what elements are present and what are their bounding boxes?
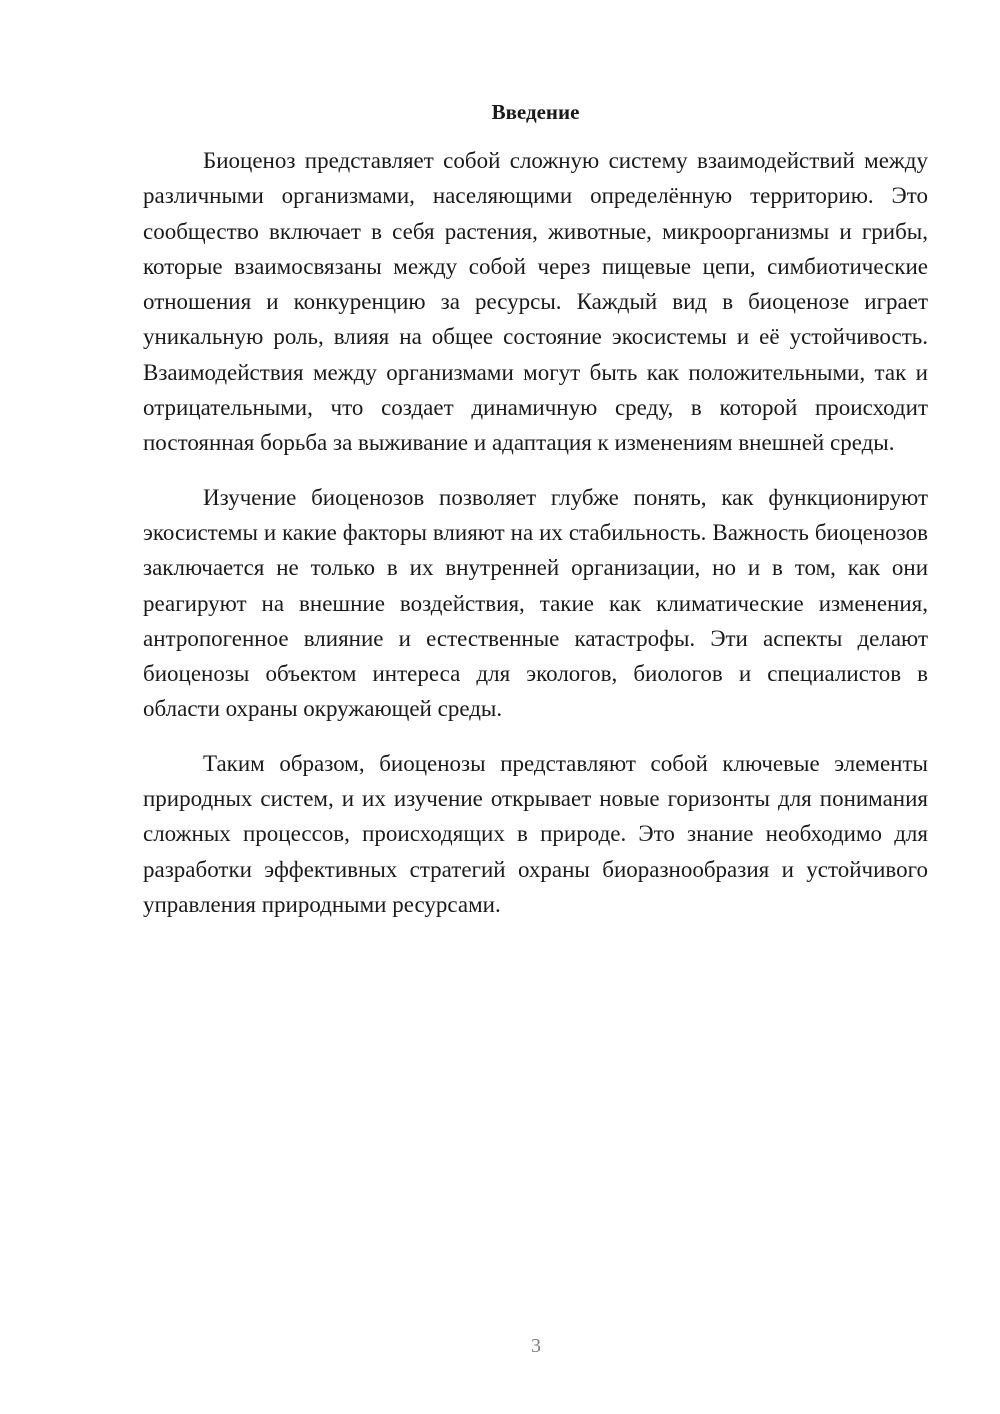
body-text [143,143,928,941]
paragraph-3: Таким образом, биоценозы представляют собой ключевые элементы природных систем, и их изучение открывает новые горизонты для понимания сложных процессов, происходящих в природе. Это знание необходимо для разработки эффективных стратегий охраны биоразнообразия и устойчивого управления природными ресурсами. [143,750,928,917]
page-number: 3 [531,1335,541,1357]
page-title: Введение [491,100,580,124]
paragraph-2: Изучение биоценозов позволяет глубже понять, как функционируют экосистемы и какие факторы влияют на их стабильность. Важность биоценозов заключается не только в их внутренней организации, но и в том, как они реагируют на внешние воздействия, такие как климатические изменения, антропогенное влияние и естественные катастрофы. Эти аспекты делают биоценозы объектом интереса для экологов, биологов и специалистов в области охраны окружающей среды. [143,484,928,722]
paragraph-1: Биоценоз представляет собой сложную систему взаимодействий между различными организмами, населяющими определённую территорию. Это сообщество включает в себя растения, животные, микроорганизмы и грибы, которые взаимосвязаны между собой через пищевые цепи, симбиотические отношения и конкуренцию за ресурсы. Каждый вид в биоценозе играет уникальную роль, влияя на общее состояние экосистемы и её устойчивость. Взаимодействия между организмами могут быть как положительными, так и отрицательными, что создает динамичную среду, в которой происходит постоянная борьба за выживание и адаптация к изменениям внешней среды. [143,148,928,456]
